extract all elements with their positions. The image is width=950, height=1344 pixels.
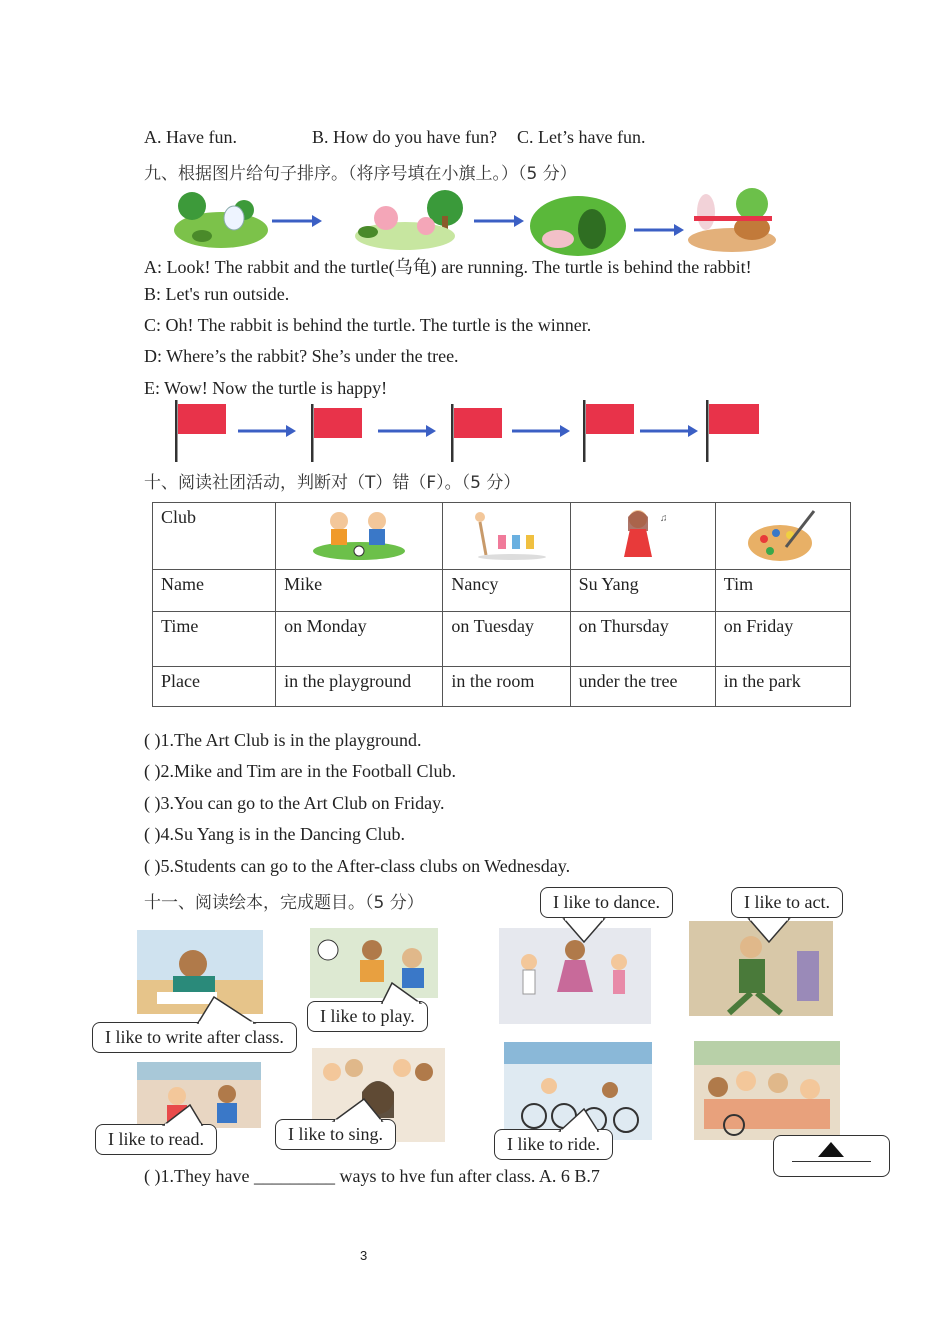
sentence-a: A: Look! The rabbit and the turtle(乌龟) are running. The turtle is behind the rabbit! (144, 257, 752, 277)
table-cell: on Friday (715, 612, 850, 667)
bubble-play: I like to play. (307, 1001, 428, 1032)
table-cell: Su Yang (570, 570, 715, 612)
option-c: C. Let’s have fun. (517, 127, 646, 147)
sentence-c: C: Oh! The rabbit is behind the turtle. The turtle is the winner. (144, 315, 592, 335)
answer-flag-1[interactable] (172, 400, 228, 462)
club-label: Club (153, 503, 276, 570)
bubble-tail (560, 918, 608, 944)
table-cell: on Monday (276, 612, 443, 667)
row-time-label: Time (153, 612, 276, 667)
table-cell: in the playground (276, 667, 443, 707)
football-kids-icon (309, 507, 409, 561)
dancing-club-picture (443, 503, 570, 570)
arrow-icon (634, 224, 684, 236)
option-b: B. How do you have fun? (312, 127, 497, 147)
arrow-icon (512, 425, 570, 437)
arrow-icon (272, 215, 322, 227)
table-cell: on Thursday (570, 612, 715, 667)
arrow-icon (378, 425, 436, 437)
tf-question-1: ( )1.The Art Club is in the playground. (144, 730, 422, 750)
table-cell: Mike (276, 570, 443, 612)
table-cell: on Tuesday (443, 612, 570, 667)
row-name-label: Name (153, 570, 276, 612)
bubble-tail (745, 918, 793, 944)
arrow-icon (238, 425, 296, 437)
tf-question-2: ( )2.Mike and Tim are in the Football Club. (144, 761, 456, 781)
section11-question-1: ( )1.They have _________ ways to hve fun after class. A. 6 B.7 (144, 1166, 600, 1186)
answer-flag-4[interactable] (580, 400, 636, 462)
bubble-tail (160, 1104, 206, 1126)
turtle-winner-picture (686, 182, 778, 254)
triangle-up-icon (816, 1142, 846, 1158)
singing-club-picture (570, 503, 715, 570)
kids-group-picture (694, 1041, 840, 1140)
singing-girl-icon (608, 507, 678, 565)
friends-running-picture (350, 186, 466, 252)
dancing-kids-icon (466, 507, 546, 561)
bubble-tail (330, 1098, 386, 1122)
sentence-e: E: Wow! Now the turtle is happy! (144, 378, 388, 398)
football-club-picture (276, 503, 443, 570)
section11-title: 十一、阅读绘本，完成题目。（5 分） (144, 893, 424, 913)
bubble-tail (556, 1108, 602, 1132)
section9-title: 九、根据图片给句子排序。（将序号填在小旗上。）（5 分） (144, 164, 577, 184)
tf-question-3: ( )3.You can go to the Art Club on Friday. (144, 793, 445, 813)
answer-line (792, 1161, 871, 1162)
table-cell: under the tree (570, 667, 715, 707)
table-cell: Nancy (443, 570, 570, 612)
page-number: 3 (360, 1248, 368, 1263)
bubble-write: I like to write after class. (92, 1022, 297, 1053)
turtle-passing-rabbit-picture (528, 193, 628, 259)
bubble-dance: I like to dance. (540, 887, 673, 918)
answer-flag-2[interactable] (308, 404, 364, 462)
tf-question-5: ( )5.Students can go to the After-class clubs on Wednesday. (144, 856, 571, 876)
answer-flag-3[interactable] (448, 404, 504, 462)
option-a: A. Have fun. (144, 127, 237, 147)
answer-flag-5[interactable] (703, 400, 761, 462)
bubble-tail (378, 982, 424, 1004)
art-club-picture (715, 503, 850, 570)
bubble-read: I like to read. (95, 1124, 217, 1155)
section10-title: 十、阅读社团活动，判断对（T）错（F）。（5 分） (144, 473, 521, 493)
club-table (152, 502, 851, 707)
bubble-tail (194, 996, 264, 1024)
sentence-b: B: Let's run outside. (144, 284, 290, 304)
bubble-act: I like to act. (731, 887, 843, 918)
arrow-icon (474, 215, 524, 227)
tf-question-4: ( )4.Su Yang is in the Dancing Club. (144, 824, 405, 844)
arrow-icon (640, 425, 698, 437)
bubble-sing: I like to sing. (275, 1119, 396, 1150)
row-place-label: Place (153, 667, 276, 707)
palette-icon (746, 507, 820, 563)
table-cell: Tim (715, 570, 850, 612)
table-cell: in the room (443, 667, 570, 707)
sentence-d: D: Where’s the rabbit? She’s under the tree. (144, 346, 459, 366)
table-cell: in the park (715, 667, 850, 707)
svg-text:♫: ♫ (659, 513, 668, 524)
rabbit-turtle-race-picture (172, 188, 270, 248)
bubble-ride: I like to ride. (494, 1129, 613, 1160)
